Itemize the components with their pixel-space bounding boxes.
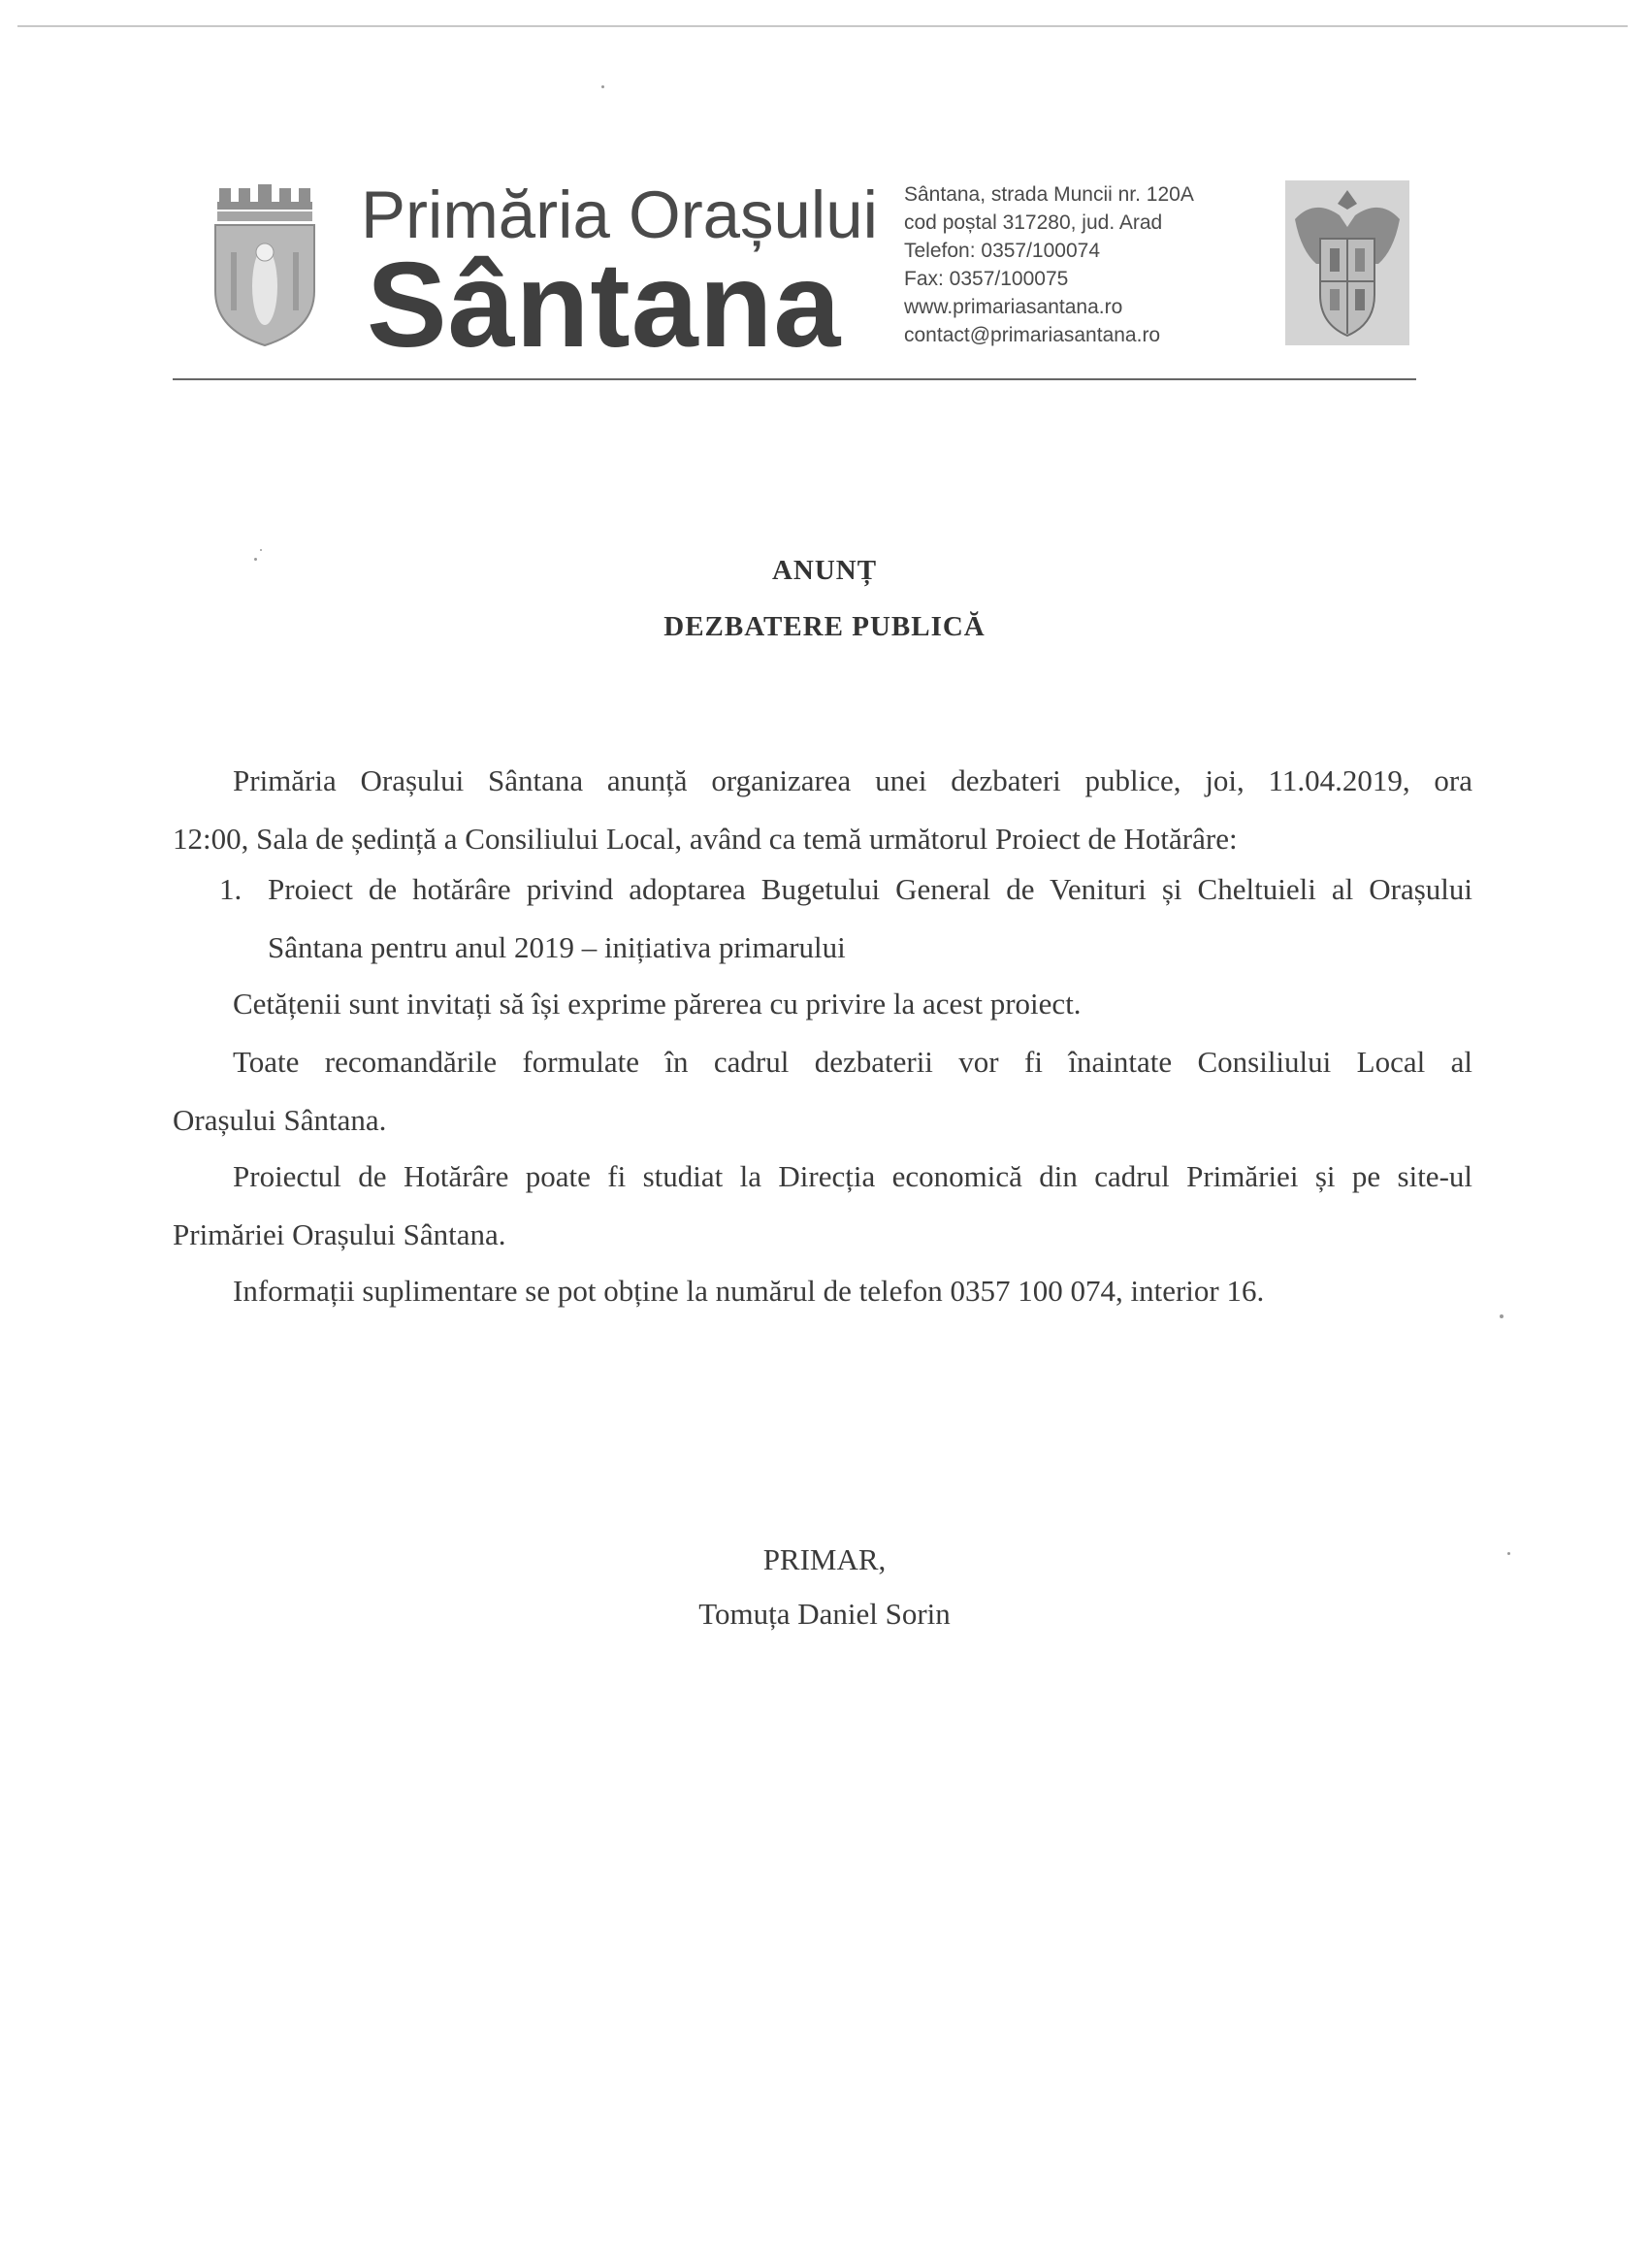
signature-name: Tomuța Daniel Sorin bbox=[698, 1597, 951, 1631]
phone-line: Telefon: 0357/100074 bbox=[904, 240, 1101, 262]
intro-line-1: Primăria Orașului Sântana anunță organizarea unei dezbateri publice, joi, 11.04.2019, ora bbox=[233, 763, 1472, 797]
announcement-heading: ANUNȚ bbox=[771, 555, 878, 586]
scan-speck bbox=[601, 85, 604, 88]
romania-coat-of-arms-icon bbox=[1285, 180, 1409, 345]
signature-title: PRIMAR, bbox=[762, 1542, 887, 1576]
scan-top-edge bbox=[17, 25, 1628, 27]
letterhead-divider bbox=[173, 378, 1416, 380]
list-item-line-2: Sântana pentru anul 2019 – inițiativa primarului bbox=[268, 930, 846, 964]
study-line-1: Proiectul de Hotărâre poate fi studiat la Direcția economică din cadrul Primăriei și pe site-ul bbox=[233, 1159, 1472, 1193]
scan-speck bbox=[260, 549, 262, 551]
website-line: www.primariasantana.ro bbox=[904, 296, 1123, 318]
list-item-number: 1. bbox=[219, 872, 242, 906]
invitation-paragraph: Cetățenii sunt invitați să își exprime părerea cu privire la acest proiect. bbox=[233, 987, 1082, 1021]
scan-speck bbox=[1500, 1314, 1504, 1318]
institution-name: Primăria Orașului bbox=[361, 178, 878, 252]
email-line: contact@primariasantana.ro bbox=[904, 324, 1161, 346]
address-line: Sântana, strada Muncii nr. 120A bbox=[904, 183, 1194, 206]
letterhead bbox=[175, 175, 1426, 378]
list-item-line-1: Proiect de hotărâre privind adoptarea Bugetului General de Venituri și Cheltuieli al Orașului bbox=[268, 872, 1472, 906]
recommendations-line-1: Toate recomandările formulate în cadrul dezbaterii vor fi înaintate Consiliului Local al bbox=[233, 1045, 1472, 1079]
town-crest-icon bbox=[211, 184, 318, 349]
study-line-2: Primăriei Orașului Sântana. bbox=[173, 1217, 506, 1251]
intro-line-2: 12:00, Sala de ședință a Consiliului Local, având ca temă următorul Proiect de Hotărâre: bbox=[173, 822, 1238, 856]
town-name: Sântana bbox=[367, 239, 842, 373]
recommendations-line-2: Orașului Sântana. bbox=[173, 1103, 387, 1137]
announcement-subheading: DEZBATERE PUBLICĂ bbox=[663, 611, 986, 642]
fax-line: Fax: 0357/100075 bbox=[904, 268, 1069, 290]
postal-code-line: cod poștal 317280, jud. Arad bbox=[904, 211, 1163, 234]
contact-info-paragraph: Informații suplimentare se pot obține la numărul de telefon 0357 100 074, interior 16. bbox=[233, 1274, 1265, 1308]
contact-block bbox=[904, 180, 1194, 349]
